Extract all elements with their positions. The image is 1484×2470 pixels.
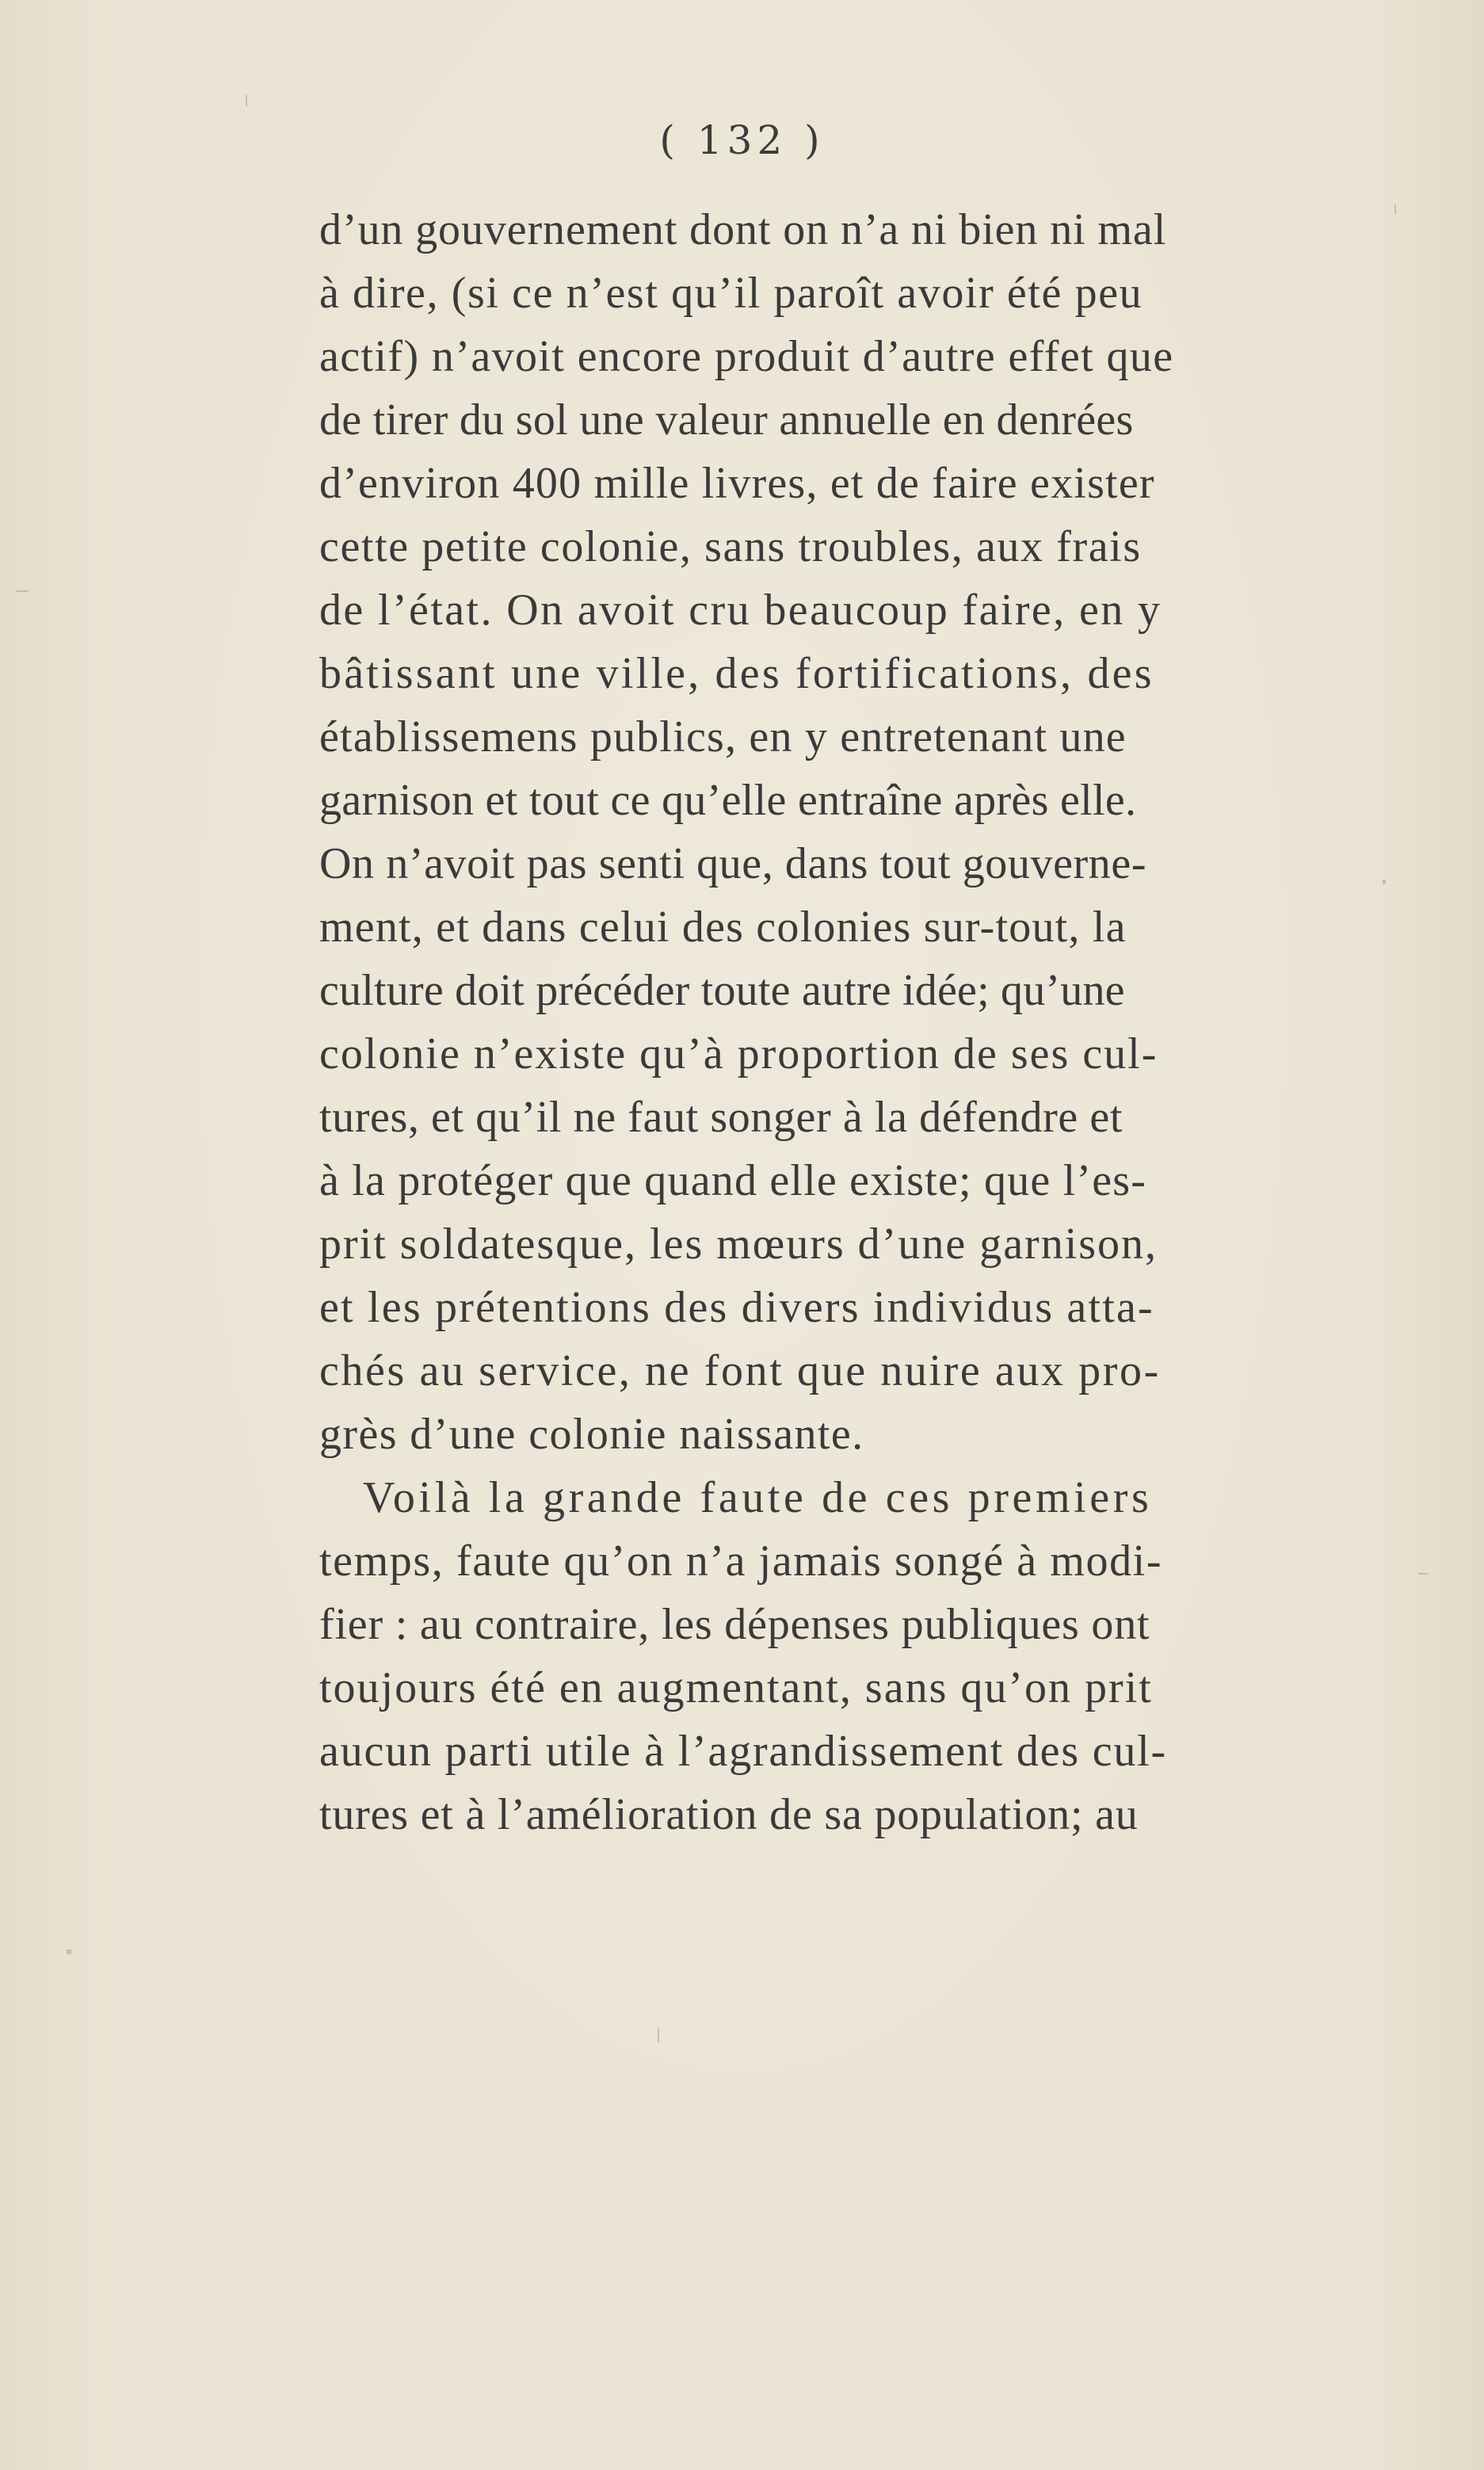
text-line: On n’avoit pas senti que, dans tout gouverne- xyxy=(319,839,1147,888)
text-line: aucun parti utile à l’agrandissement des cul- xyxy=(319,1727,1167,1776)
paper-speck xyxy=(246,95,247,106)
text-line: temps, faute qu’on n’a jamais songé à modi- xyxy=(319,1537,1163,1586)
text-line: ment, et dans celui des colonies sur-tout, la xyxy=(319,903,1127,952)
text-line: colonie n’existe qu’à proportion de ses cul- xyxy=(319,1029,1158,1078)
paper-speck xyxy=(1394,204,1396,214)
text-line: et les prétentions des divers individus atta- xyxy=(319,1283,1154,1332)
text-line: d’un gouvernement dont on n’a ni bien ni mal xyxy=(319,205,1167,254)
text-line: actif) n’avoit encore produit d’autre effet que xyxy=(319,332,1174,381)
paragraph-start-line: Voilà la grande faute de ces premiers xyxy=(363,1473,1153,1522)
paper-speck xyxy=(67,1949,71,1954)
text-line: à la protéger que quand elle existe; que l’es- xyxy=(319,1156,1147,1205)
paper-speck xyxy=(16,590,29,592)
paper-speck xyxy=(658,2029,659,2043)
text-line: cette petite colonie, sans troubles, aux frais xyxy=(319,522,1142,571)
paper-speck xyxy=(1418,1573,1428,1575)
text-line: toujours été en augmentant, sans qu’on prit xyxy=(319,1663,1153,1712)
text-line: fier : au contraire, les dépenses publiques ont xyxy=(319,1600,1150,1649)
text-line: d’environ 400 mille livres, et de faire exister xyxy=(319,459,1155,508)
text-line: culture doit précéder toute autre idée; qu’une xyxy=(319,966,1125,1015)
page-number: ( 132 ) xyxy=(659,117,825,163)
text-line: bâtissant une ville, des fortifications, des xyxy=(319,649,1154,698)
body-text xyxy=(319,198,1349,1846)
text-line: de tirer du sol une valeur annuelle en denrées xyxy=(319,395,1134,445)
text-line: prit soldatesque, les mœurs d’une garnison, xyxy=(319,1220,1158,1269)
text-line: tures, et qu’il ne faut songer à la défendre et xyxy=(319,1093,1123,1142)
text-line: de l’état. On avoit cru beaucoup faire, en y xyxy=(319,586,1162,635)
text-line: garnison et tout ce qu’elle entraîne après elle. xyxy=(319,776,1137,825)
text-line: chés au service, ne font que nuire aux pro- xyxy=(319,1346,1161,1395)
text-line: établissemens publics, en y entretenant une xyxy=(319,712,1127,762)
text-line: à dire, (si ce n’est qu’il paroît avoir été peu xyxy=(319,269,1143,318)
text-line: grès d’une colonie naissante. xyxy=(319,1410,864,1459)
paper-speck xyxy=(1383,880,1386,884)
text-line: tures et à l’amélioration de sa population; au xyxy=(319,1790,1139,1839)
